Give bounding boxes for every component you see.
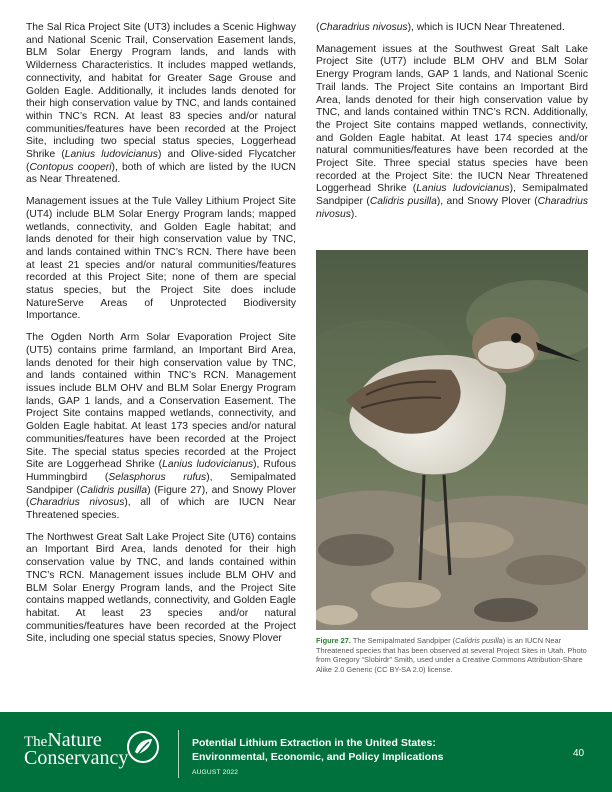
report-title-line2: Environmental, Economic, and Policy Implications [192, 751, 444, 763]
text-run: The Northwest Great Salt Lake Project Site (UT6) contains an Important Bird Area, lands denoted for their high conservation value by TNC, and lands contained within TNC’s RCN. Management issues include BLM OHV and BLM Solar Energy Program lands, and the Project Site contains mapped wetlands, connectivity, and Golden Eagle habitat. At least 23 species and/or natural communities/features have been recorded at the Project Site, including one special status species, Snowy Plover [26, 531, 296, 645]
species-name: Charadrius nivosus [319, 22, 408, 33]
text-run: ), and Snowy Plover ( [436, 196, 538, 208]
body-paragraph [316, 22, 588, 35]
logo-word-conservancy: Conservancy [24, 747, 129, 769]
text-run: ), both of which are listed by the IUCN as Near Threatened. [26, 161, 296, 186]
figure-caption-text [316, 636, 587, 674]
text-run: ) and Olive-sided Flycatcher ( [26, 149, 296, 173]
body-paragraph [316, 44, 588, 222]
sandpiper-image [316, 250, 588, 630]
body-paragraph [26, 196, 296, 323]
species-name: Lanius ludovicianus [416, 183, 510, 195]
text-run: The Ogden North Arm Solar Evaporation Project Site (UT5) contains prime farmland, an Important Bird Area, lands denoted for their high conservation value by TNC, and lands contained within TNC’s RCN. Management issues include BLM OHV and BLM Solar Energy Program lands, GAP 1 lands, and a Conservation Easement. The Project Site contains mapped wetlands, connectivity, and Golden Eagle habitat. At least 173 species and/or natural communities/features have been recorded at the Project Site. The special status species recorded at the Project Site are Loggerhead Shrike ( [26, 332, 296, 471]
text-run: ), Semipalmated Sandpiper ( [26, 471, 296, 496]
right-column [316, 22, 588, 231]
text-run: The Semipalmated Sandpiper ( [350, 636, 456, 645]
species-name: Calidris pusilla [79, 484, 148, 496]
body-paragraph [26, 532, 296, 646]
text-run: ), Rufous Hummingbird ( [26, 459, 297, 483]
text-run: ), all of which are IUCN Near Threatened species. [26, 497, 296, 522]
logo-word-the: The [24, 734, 48, 750]
text-run: ), Semipalmated Sandpiper ( [316, 183, 589, 208]
species-name: Lanius ludovicianus [64, 149, 158, 161]
text-run: Management issues at the Southwest Great Salt Lake Project Site (UT7) include BLM OHV and BLM Solar Energy Program lands, GAP 1 lands, and National Scenic Trail lands. The Project Site contains an Important Bird Area, lands denoted for their high conservation value by TNC, and lands contained within TNC’s RCN. Additionally, the Project Site contains mapped wetlands, connectivity, and Golden Eagle habitat. At least 174 species and/or natural communities/features have been recorded at the Project Site. Three special status species have been recorded at the Project Site: the IUCN Near Threatened Loggerhead Shrike ( [316, 43, 588, 195]
text-run: ) (Figure 27), and Snowy Plover ( [26, 484, 296, 509]
species-name: Calidris pusilla [455, 636, 503, 645]
text-run: ), which is IUCN Near Threatened. [407, 22, 565, 33]
body-paragraph [26, 332, 296, 523]
species-name: Selasphorus rufus [108, 471, 207, 483]
species-name: Charadrius nivosus [29, 497, 125, 509]
footer [0, 712, 612, 792]
text-run: ). [350, 208, 358, 220]
report-title-line1: Potential Lithium Extraction in the United States: [192, 737, 436, 749]
page-number: 40 [573, 748, 585, 759]
species-name: Lanius ludovicianus [162, 459, 254, 471]
report-date: AUGUST 2022 [192, 769, 239, 776]
tnc-leaf-icon [126, 730, 160, 764]
text-run: Management issues at the Tule Valley Lithium Project Site (UT4) include BLM Solar Energy Program lands; mapped wetlands, connectivity, and Golden Eagle habitat; and lands denoted for their high conservation value by TNC, and lands contained within TNC’s RCN. There have been at least 21 species and/or natural communities/features recorded at this Project Site; none of them are special status species, but the Project Site does include NatureServe Areas of Unprotected Biodiversity Importance. [26, 196, 296, 322]
logo-word-nature: Nature [47, 729, 102, 751]
species-name: Calidris pusilla [369, 196, 437, 208]
species-name: Contopus cooperi [29, 161, 112, 173]
figure-label: Figure 27. [316, 636, 351, 645]
sandpiper-photo [316, 250, 588, 630]
text-run: ( [316, 22, 320, 33]
species-name: Charadrius nivosus [316, 196, 588, 220]
text-run: ) is an IUCN Near Threatened species that has been observed at several Project Sites in Utah. Photo from Gregory “Slobirdr” Smith, used under a Creative Commons Attribution-Share Alike 2.0 Generic (CC BY-SA 2.0) license. [316, 636, 587, 674]
body-paragraph [26, 22, 296, 187]
tnc-logo-text[interactable] [24, 729, 129, 769]
text-run: The Sal Rica Project Site (UT3) includes a Scenic Highway and National Scenic Trail, Conservation Easement lands, BLM Solar Energy Program lands, and lands with Wilderness Characteristics. It includes mapped wetlands, connectivity, and habitat for Greater Sage Grouse and Golden Eagle. Additionally, it includes lands denoted for their high conservation value by TNC, and lands contained within TNC’s RCN. At least 83 species and/or natural communities/features have been recorded at the Project Site, including two special status species, Loggerhead Shrike ( [26, 22, 296, 161]
footer-divider [178, 730, 179, 778]
figure-caption [316, 636, 588, 674]
report-title [192, 736, 443, 764]
left-column [26, 22, 296, 655]
